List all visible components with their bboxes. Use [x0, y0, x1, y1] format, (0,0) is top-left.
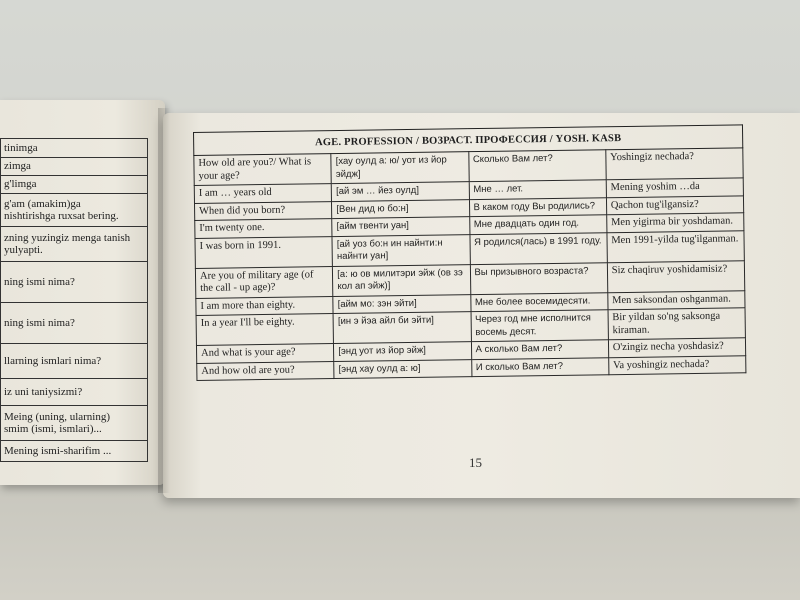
left-table-cell [1, 158, 148, 176]
cell-english: Are you of military age (of the call - up age)? [195, 266, 333, 298]
cell-english: And what is your age? [196, 344, 333, 363]
cell-uzbek: Bir yildan so'ng saksonga kiraman. [608, 308, 746, 340]
cell-uzbek: Men saksondan oshganman. [608, 290, 745, 309]
table-title: AGE. PROFESSION / ВОЗРАСТ. ПРОФЕССИЯ / YOSH. KASB [194, 125, 743, 156]
left-table-cell [1, 227, 148, 262]
left-table-cell [1, 344, 148, 379]
cell-russian: А сколько Вам лет? [471, 340, 608, 359]
cell-english: And how old are you? [197, 361, 334, 380]
left-cell-line: zning yuzingiz menga tanish [4, 231, 131, 244]
left-table-cell [1, 406, 148, 441]
cell-russian: Сколько Вам лет? [468, 150, 606, 182]
cell-uzbek: Men yigirma bir yoshdaman. [606, 213, 743, 232]
left-cell-line: zimga [4, 160, 31, 173]
left-cell-line: nishtirishga ruxsat bering. [4, 210, 119, 222]
left-table-cell [1, 303, 148, 344]
cell-russian: В каком году Вы родились? [469, 197, 606, 216]
left-cell-line: Mening ismi-sharifim ... [4, 444, 112, 457]
left-page-table [0, 138, 148, 462]
cell-uzbek: Va yoshingiz nechada? [608, 355, 745, 374]
cell-uzbek: Siz chaqiruv yoshidamisiz? [607, 260, 745, 292]
left-table-row [1, 441, 148, 462]
left-cell-line: smim (ismi, ismlari)... [4, 423, 102, 435]
cell-russian: И сколько Вам лет? [471, 357, 608, 376]
cell-transcription: [айм твенти уан] [332, 217, 469, 236]
cell-english: In a year I'll be eighty. [196, 314, 334, 346]
left-table-row [1, 303, 148, 344]
cell-transcription: [ай эм … йез оулд] [331, 182, 468, 201]
cell-transcription: [ин э йэа айл би эйти] [333, 312, 471, 344]
left-cell-line: yulyapti. [4, 244, 43, 256]
cell-english: I'm twenty one. [195, 219, 332, 238]
cell-english: How old are you?/ What is your age? [194, 154, 332, 186]
book-spine [158, 108, 170, 493]
left-table-cell [1, 139, 148, 158]
left-table-cell [1, 176, 148, 194]
left-table-row [1, 344, 148, 379]
cell-english: I am … years old [194, 184, 331, 203]
left-cell-line: llarning ismlari nima? [4, 354, 102, 367]
cell-english: I am more than eighty. [196, 296, 333, 315]
left-table-cell [1, 194, 148, 227]
left-table-cell [1, 441, 148, 462]
left-cell-line: g'am (amakim)ga [4, 197, 81, 210]
cell-uzbek: Men 1991-yilda tug'ilganman. [607, 230, 745, 262]
left-cell-line: tinimga [4, 141, 38, 154]
left-table-cell [1, 379, 148, 406]
left-cell-line: Meing (uning, ularning) [4, 410, 111, 423]
cell-transcription: [хау оулд а: ю/ уот из йор эйдж] [331, 152, 469, 184]
cell-transcription: [ай уоз бо:н ин найнти:н найнти уан] [332, 234, 470, 266]
cell-russian: Мне двадцать один год. [469, 215, 606, 234]
cell-english: When did you born? [194, 201, 331, 220]
cell-uzbek: Qachon tug'ilgansiz? [606, 195, 743, 214]
left-cell-line: ning ismi nima? [4, 275, 75, 288]
cell-english: I was born in 1991. [195, 236, 333, 268]
cell-transcription: [Вен дид ю бо:н] [332, 199, 469, 218]
cell-russian: Я родился(лась) в 1991 году. [469, 232, 607, 264]
left-table-row [1, 158, 148, 176]
left-table-cell [1, 262, 148, 303]
left-cell-line: ning ismi nima? [4, 316, 75, 329]
left-table-row [1, 139, 148, 158]
page-number: 15 [469, 455, 482, 470]
left-cell-line: iz uni taniysizmi? [4, 385, 83, 398]
left-table-row [1, 194, 148, 227]
cell-transcription: [а: ю ов милитэри эйж (ов зэ кол ап эйж)] [333, 264, 471, 296]
cell-russian: Мне более восемидесяти. [470, 292, 607, 311]
cell-transcription: [энд уот из йор эйж] [334, 342, 471, 361]
cell-russian: Вы призывного возраста? [470, 262, 608, 294]
left-table-row [1, 227, 148, 262]
cell-transcription: [айм мо: зэн эйти] [333, 294, 470, 313]
cell-russian: Мне … лет. [469, 180, 606, 199]
left-cell-line: g'limga [4, 178, 37, 191]
left-table-row [1, 176, 148, 194]
left-page [0, 100, 165, 485]
left-table-row [1, 379, 148, 406]
cell-uzbek: Mening yoshim …da [606, 178, 743, 197]
cell-uzbek: Yoshingiz nechada? [606, 148, 744, 180]
left-table-row [1, 262, 148, 303]
cell-russian: Через год мне исполнится восемь десят. [471, 310, 609, 342]
cell-transcription: [энд хау оулд а: ю] [334, 359, 471, 378]
phrase-table [193, 124, 746, 381]
cell-uzbek: O'zingiz necha yoshdasiz? [608, 338, 745, 357]
left-table-row [1, 406, 148, 441]
